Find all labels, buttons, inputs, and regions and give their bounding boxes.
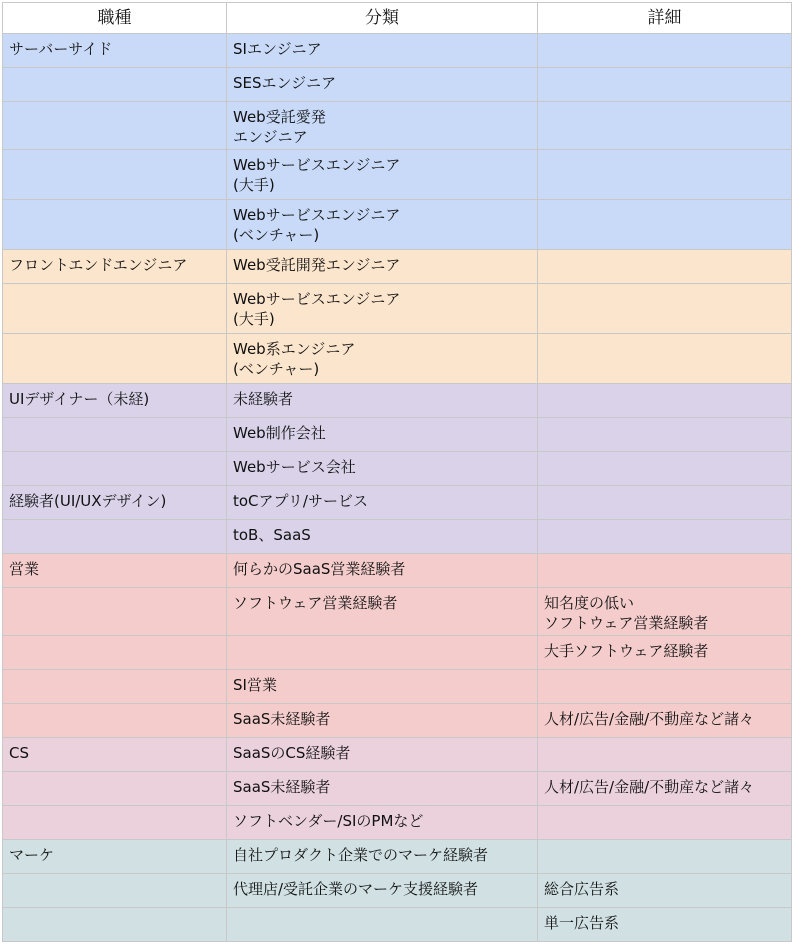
table-body [3, 34, 792, 942]
cell-detail[interactable] [538, 250, 792, 284]
table-row [3, 874, 792, 908]
cell-detail-text [544, 200, 785, 205]
cell-category[interactable] [227, 636, 538, 670]
cell-job-type[interactable] [3, 486, 227, 520]
cell-detail-text [544, 738, 785, 743]
cell-category-text: Webサービスエンジニア (ベンチャー) [233, 206, 401, 244]
cell-job-type[interactable] [3, 520, 227, 554]
cell-detail-text [544, 102, 785, 107]
cell-detail-text [544, 418, 785, 423]
cell-job-type[interactable] [3, 150, 227, 200]
cell-category[interactable] [227, 670, 538, 704]
cell-job-type[interactable] [3, 418, 227, 452]
table-row [3, 150, 792, 200]
cell-category[interactable] [227, 34, 538, 68]
table-row [3, 554, 792, 588]
table-row [3, 588, 792, 636]
job-category-table [2, 2, 792, 942]
cell-job-type-text [9, 520, 220, 525]
cell-job-type-text: サーバーサイド [9, 40, 113, 58]
cell-detail-text [544, 554, 785, 559]
table-row [3, 806, 792, 840]
cell-job-type-text: マーケ [9, 846, 55, 864]
cell-category-text: Web系エンジニア (ベンチャー) [233, 340, 356, 378]
cell-job-type-text [9, 102, 220, 107]
cell-job-type-text [9, 68, 220, 73]
cell-detail[interactable] [538, 772, 792, 806]
cell-category-text: SaaS未経験者 [233, 710, 331, 728]
cell-category[interactable] [227, 908, 538, 942]
cell-category[interactable] [227, 284, 538, 334]
cell-detail-text [544, 34, 785, 39]
table-row [3, 738, 792, 772]
cell-category[interactable] [227, 738, 538, 772]
cell-detail[interactable] [538, 150, 792, 200]
cell-job-type-text: CS [9, 744, 29, 762]
cell-category[interactable] [227, 68, 538, 102]
cell-category[interactable] [227, 486, 538, 520]
table-row [3, 102, 792, 150]
cell-category-text: SaaSのCS経験者 [233, 744, 351, 762]
cell-category-text: SESエンジニア [233, 74, 337, 92]
cell-category[interactable] [227, 554, 538, 588]
cell-detail[interactable] [538, 670, 792, 704]
cell-detail-text [544, 334, 785, 339]
cell-detail[interactable] [538, 68, 792, 102]
cell-job-type-text [9, 704, 220, 709]
table-row [3, 840, 792, 874]
cell-detail[interactable] [538, 102, 792, 150]
cell-job-type-text: 営業 [9, 560, 40, 578]
cell-category-text: 代理店/受託企業のマーケ支援経験者 [233, 880, 479, 898]
cell-job-type[interactable] [3, 704, 227, 738]
table-row [3, 418, 792, 452]
cell-job-type-text [9, 874, 220, 879]
cell-category[interactable] [227, 334, 538, 384]
cell-category-text [233, 908, 531, 913]
cell-category[interactable] [227, 772, 538, 806]
cell-detail[interactable] [538, 418, 792, 452]
cell-detail[interactable] [538, 384, 792, 418]
cell-job-type[interactable] [3, 806, 227, 840]
cell-job-type[interactable] [3, 250, 227, 284]
cell-detail-text: 人材/広告/金融/不動産など諸々 [544, 710, 755, 728]
cell-detail[interactable] [538, 806, 792, 840]
cell-detail[interactable] [538, 588, 792, 636]
table-row [3, 486, 792, 520]
cell-category[interactable] [227, 806, 538, 840]
cell-detail-text [544, 384, 785, 389]
cell-job-type[interactable] [3, 200, 227, 250]
cell-category[interactable] [227, 384, 538, 418]
cell-detail[interactable] [538, 738, 792, 772]
cell-detail[interactable] [538, 554, 792, 588]
cell-job-type-text [9, 334, 220, 339]
header-category[interactable]: 分類 [227, 3, 538, 34]
cell-category-text: toCアプリ/サービス [233, 492, 368, 510]
cell-job-type-text: 経験者(UI/UXデザイン) [9, 492, 167, 510]
cell-job-type[interactable] [3, 874, 227, 908]
cell-category[interactable] [227, 102, 538, 150]
cell-detail-text [544, 68, 785, 73]
cell-category-text: 何らかのSaaS営業経験者 [233, 560, 406, 578]
cell-category[interactable] [227, 520, 538, 554]
cell-category-text: Web受託開発エンジニア [233, 256, 401, 274]
table-row [3, 452, 792, 486]
cell-category-text: ソフトウェア営業経験者 [233, 594, 398, 612]
cell-job-type-text: フロントエンドエンジニア [9, 256, 188, 274]
cell-job-type-text [9, 588, 220, 593]
cell-category-text: 自社プロダクト企業でのマーケ経験者 [233, 846, 489, 864]
cell-detail-text [544, 840, 785, 845]
cell-detail-text [544, 806, 785, 811]
cell-category-text [233, 636, 531, 641]
cell-detail[interactable] [538, 452, 792, 486]
cell-detail-text [544, 452, 785, 457]
cell-job-type-text [9, 636, 220, 641]
cell-job-type-text: UIデザイナー（未経) [9, 390, 150, 408]
cell-detail-text: 知名度の低い ソフトウェア営業経験者 [544, 594, 709, 632]
cell-detail[interactable] [538, 520, 792, 554]
cell-category[interactable] [227, 150, 538, 200]
table-row [3, 250, 792, 284]
cell-category-text: SI営業 [233, 676, 277, 694]
cell-detail[interactable] [538, 704, 792, 738]
cell-job-type[interactable] [3, 636, 227, 670]
cell-detail-text [544, 284, 785, 289]
cell-category-text: Web受託愛発 エンジニア [233, 108, 326, 146]
table-row [3, 68, 792, 102]
cell-detail[interactable] [538, 874, 792, 908]
cell-category[interactable] [227, 418, 538, 452]
cell-job-type[interactable] [3, 68, 227, 102]
cell-detail-text [544, 150, 785, 155]
cell-category[interactable] [227, 874, 538, 908]
cell-detail-text: 大手ソフトウェア経験者 [544, 642, 709, 660]
cell-job-type[interactable] [3, 738, 227, 772]
cell-category-text: Web制作会社 [233, 424, 326, 442]
table-row [3, 908, 792, 942]
cell-job-type[interactable] [3, 452, 227, 486]
cell-job-type[interactable] [3, 772, 227, 806]
cell-job-type[interactable] [3, 908, 227, 942]
cell-detail-text [544, 520, 785, 525]
cell-category-text: SaaS未経験者 [233, 778, 331, 796]
cell-detail[interactable] [538, 636, 792, 670]
cell-detail-text [544, 250, 785, 255]
cell-job-type-text [9, 418, 220, 423]
cell-detail[interactable] [538, 284, 792, 334]
cell-category[interactable] [227, 250, 538, 284]
cell-job-type[interactable] [3, 588, 227, 636]
table-row [3, 384, 792, 418]
cell-job-type-text [9, 806, 220, 811]
cell-job-type[interactable] [3, 840, 227, 874]
table-row [3, 34, 792, 68]
cell-detail-text: 総合広告系 [544, 880, 620, 898]
cell-detail-text: 人材/広告/金融/不動産など諸々 [544, 778, 755, 796]
cell-category[interactable] [227, 452, 538, 486]
cell-job-type[interactable] [3, 102, 227, 150]
cell-category-text: SIエンジニア [233, 40, 322, 58]
cell-category-text: 未経験者 [233, 390, 294, 408]
table-row [3, 284, 792, 334]
cell-detail[interactable] [538, 840, 792, 874]
cell-category-text: Webサービスエンジニア (大手) [233, 290, 401, 328]
cell-job-type[interactable] [3, 670, 227, 704]
cell-job-type-text [9, 908, 220, 913]
cell-category[interactable] [227, 704, 538, 738]
cell-detail[interactable] [538, 34, 792, 68]
cell-job-type-text [9, 200, 220, 205]
cell-category-text: Webサービス会社 [233, 458, 356, 476]
cell-detail[interactable] [538, 908, 792, 942]
table-row [3, 636, 792, 670]
cell-detail-text [544, 670, 785, 675]
cell-category-text: toB、SaaS [233, 526, 311, 544]
cell-job-type-text [9, 284, 220, 289]
table-row [3, 704, 792, 738]
cell-category-text: Webサービスエンジニア (大手) [233, 156, 401, 194]
cell-job-type[interactable] [3, 284, 227, 334]
cell-detail-text [544, 486, 785, 491]
table-row [3, 520, 792, 554]
cell-detail[interactable] [538, 334, 792, 384]
cell-job-type[interactable] [3, 334, 227, 384]
table-row [3, 670, 792, 704]
table-row [3, 772, 792, 806]
table-row [3, 200, 792, 250]
cell-job-type[interactable] [3, 34, 227, 68]
cell-category[interactable] [227, 200, 538, 250]
cell-job-type[interactable] [3, 384, 227, 418]
header-details[interactable]: 詳細 [538, 3, 792, 34]
cell-job-type-text [9, 452, 220, 457]
cell-category[interactable] [227, 840, 538, 874]
cell-category-text: ソフトベンダー/SIのPMなど [233, 812, 424, 830]
cell-job-type-text [9, 670, 220, 675]
cell-job-type-text [9, 772, 220, 777]
cell-detail[interactable] [538, 200, 792, 250]
header-job-type[interactable]: 職種 [3, 3, 227, 34]
cell-category[interactable] [227, 588, 538, 636]
cell-job-type[interactable] [3, 554, 227, 588]
cell-detail-text: 単一広告系 [544, 914, 620, 932]
cell-job-type-text [9, 150, 220, 155]
header-row [3, 3, 792, 34]
table-row [3, 334, 792, 384]
cell-detail[interactable] [538, 486, 792, 520]
